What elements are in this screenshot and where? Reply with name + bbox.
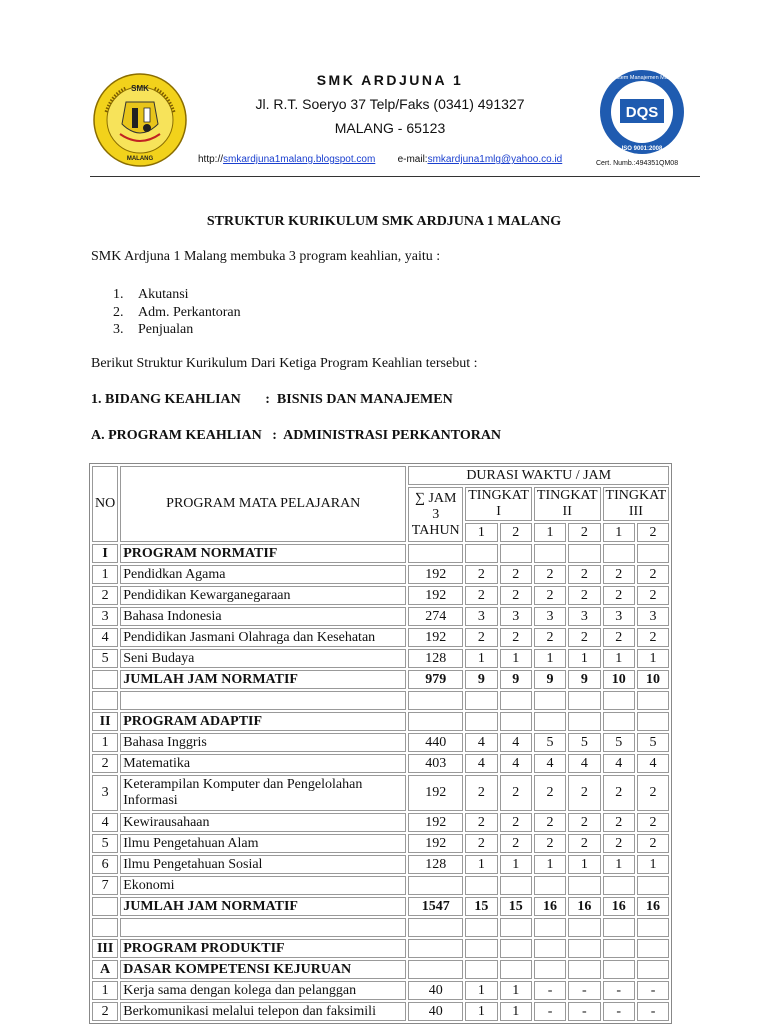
total-hours: 403 <box>408 754 463 773</box>
semester-hours: - <box>637 1002 669 1021</box>
table-row <box>92 754 669 773</box>
semester-hours: 1 <box>534 649 566 668</box>
empty-cell <box>637 918 669 937</box>
total-hours: 128 <box>408 649 463 668</box>
semester-hours: 5 <box>637 733 669 752</box>
semester-hours: 2 <box>500 628 532 647</box>
total-hours: 192 <box>408 775 463 811</box>
total-hours: 440 <box>408 733 463 752</box>
semester-hours: 5 <box>568 733 600 752</box>
semester-hours: 5 <box>603 733 635 752</box>
semester-hours: 2 <box>568 586 600 605</box>
semester-hours: 1 <box>568 855 600 874</box>
semester-hours: 2 <box>603 834 635 853</box>
email-prefix: e-mail: <box>397 154 428 165</box>
empty-cell <box>465 544 497 563</box>
subject-name: Kewirausahaan <box>120 813 406 832</box>
semester-hours: 2 <box>465 834 497 853</box>
total-hours: 192 <box>408 586 463 605</box>
header-semester: 2 <box>500 523 532 542</box>
emblem-top-text: SMK <box>131 84 149 93</box>
semester-hours: 2 <box>500 586 532 605</box>
semester-hours: 16 <box>568 897 600 916</box>
row-number: 7 <box>92 876 118 895</box>
semester-hours: 2 <box>603 586 635 605</box>
table-row <box>92 981 669 1000</box>
total-hours: 192 <box>408 834 463 853</box>
table-row <box>92 813 669 832</box>
row-number <box>92 897 118 916</box>
subject-name: Bahasa Inggris <box>120 733 406 752</box>
semester-hours: 2 <box>534 813 566 832</box>
subject-name: Pendidkan Agama <box>120 565 406 584</box>
table-body <box>92 544 669 1021</box>
total-row <box>92 897 669 916</box>
semester-hours <box>568 876 600 895</box>
empty-cell <box>603 712 635 731</box>
semester-hours: 16 <box>603 897 635 916</box>
semester-hours: 1 <box>603 855 635 874</box>
semester-hours: 2 <box>603 565 635 584</box>
semester-hours: 2 <box>603 813 635 832</box>
row-number: II <box>92 712 118 731</box>
empty-cell <box>603 939 635 958</box>
row-number: 1 <box>92 981 118 1000</box>
semester-hours: 1 <box>637 855 669 874</box>
empty-cell <box>500 691 532 710</box>
semester-hours: 1 <box>500 649 532 668</box>
semester-hours: 4 <box>603 754 635 773</box>
semester-hours: 16 <box>534 897 566 916</box>
empty-cell <box>408 918 463 937</box>
empty-cell <box>568 960 600 979</box>
header-no: NO <box>92 466 118 542</box>
row-number: 3 <box>92 607 118 626</box>
school-name: SMK ARDJUNA 1 <box>316 72 464 88</box>
empty-cell <box>500 712 532 731</box>
subject-name: DASAR KOMPETENSI KEJURUAN <box>120 960 406 979</box>
semester-hours: 2 <box>500 813 532 832</box>
semester-hours: 2 <box>568 813 600 832</box>
header-tingkat-1: TINGKAT I <box>465 487 532 521</box>
semester-hours: 2 <box>534 834 566 853</box>
semester-hours: 2 <box>534 586 566 605</box>
total-hours: 274 <box>408 607 463 626</box>
table-row <box>92 1002 669 1021</box>
empty-cell <box>92 691 118 710</box>
semester-hours: 9 <box>568 670 600 689</box>
semester-hours: 4 <box>500 733 532 752</box>
empty-cell <box>637 960 669 979</box>
semester-hours: 1 <box>603 649 635 668</box>
semester-hours: 3 <box>637 607 669 626</box>
empty-cell <box>603 544 635 563</box>
row-number: 4 <box>92 813 118 832</box>
section-row <box>92 939 669 958</box>
semester-hours: 2 <box>465 775 497 811</box>
empty-cell <box>637 939 669 958</box>
semester-hours: - <box>603 1002 635 1021</box>
list-item: 2. Adm. Perkantoran <box>113 304 241 320</box>
empty-cell <box>408 544 463 563</box>
total-hours: 1547 <box>408 897 463 916</box>
total-hours: 40 <box>408 981 463 1000</box>
total-hours: 979 <box>408 670 463 689</box>
table-row <box>92 733 669 752</box>
empty-cell <box>500 544 532 563</box>
header-semester: 1 <box>534 523 566 542</box>
semester-hours: 2 <box>465 586 497 605</box>
empty-cell <box>465 918 497 937</box>
section-row <box>92 712 669 731</box>
semester-hours: - <box>534 1002 566 1021</box>
semester-hours: 16 <box>637 897 669 916</box>
semester-hours: 2 <box>534 628 566 647</box>
empty-cell <box>534 960 566 979</box>
empty-cell <box>568 918 600 937</box>
semester-hours: 2 <box>637 565 669 584</box>
semester-hours <box>465 876 497 895</box>
dqs-logo-text: DQS <box>625 104 659 121</box>
semester-hours <box>534 876 566 895</box>
empty-cell <box>465 712 497 731</box>
subject-line: Keterampilan Komputer dan Pengelolahan <box>123 777 363 792</box>
semester-hours: 15 <box>500 897 532 916</box>
semester-hours <box>500 876 532 895</box>
semester-hours: 4 <box>500 754 532 773</box>
school-emblem-logo <box>92 72 188 168</box>
emblem-bottom-text: MALANG <box>126 156 154 162</box>
subject-name: Matematika <box>120 754 406 773</box>
subject-name: PROGRAM ADAPTIF <box>120 712 406 731</box>
semester-hours: 2 <box>534 565 566 584</box>
list-item: 1. Akutansi <box>113 287 189 302</box>
total-hours: 192 <box>408 628 463 647</box>
semester-hours: 4 <box>534 754 566 773</box>
semester-hours: 2 <box>500 775 532 811</box>
letterhead-divider <box>90 176 700 177</box>
semester-hours: 4 <box>465 733 497 752</box>
subject-name: Ilmu Pengetahuan Alam <box>120 834 406 853</box>
semester-hours: 2 <box>637 834 669 853</box>
semester-hours: - <box>637 981 669 1000</box>
semester-hours: - <box>568 1002 600 1021</box>
semester-hours: 1 <box>465 855 497 874</box>
row-number: 3 <box>92 775 118 811</box>
empty-cell <box>500 939 532 958</box>
cert-number: Cert. Numb.:494351QM08 <box>596 160 679 167</box>
empty-cell <box>534 939 566 958</box>
semester-hours: 9 <box>534 670 566 689</box>
row-number: 2 <box>92 1002 118 1021</box>
semester-hours: 2 <box>500 565 532 584</box>
subject-name: Pendidikan Kewarganegaraan <box>120 586 406 605</box>
semester-hours: 2 <box>465 628 497 647</box>
semester-hours: 2 <box>465 565 497 584</box>
school-address: Jl. R.T. Soeryo 37 Telp/Faks (0341) 491327 <box>255 96 525 112</box>
subject-name: JUMLAH JAM NORMATIF <box>120 897 406 916</box>
header-semester: 2 <box>568 523 600 542</box>
subject-name: JUMLAH JAM NORMATIF <box>120 670 406 689</box>
row-number: 2 <box>92 754 118 773</box>
empty-cell <box>465 939 497 958</box>
header-total: ∑ JAM 3 TAHUN <box>408 487 463 542</box>
semester-hours: 1 <box>534 855 566 874</box>
empty-cell <box>637 712 669 731</box>
empty-cell <box>120 691 406 710</box>
row-number: A <box>92 960 118 979</box>
empty-cell <box>568 939 600 958</box>
section-row <box>92 960 669 979</box>
semester-hours <box>603 876 635 895</box>
semester-hours: 4 <box>465 754 497 773</box>
semester-hours: 3 <box>534 607 566 626</box>
bidang-heading: 1. BIDANG KEAHLIAN : BISNIS DAN MANAJEMEN <box>91 392 453 407</box>
subject-name: Ekonomi <box>120 876 406 895</box>
empty-cell <box>568 712 600 731</box>
row-number: III <box>92 939 118 958</box>
empty-cell <box>534 544 566 563</box>
empty-cell <box>534 918 566 937</box>
semester-hours: 4 <box>637 754 669 773</box>
semester-hours: 2 <box>637 586 669 605</box>
semester-hours: 1 <box>500 981 532 1000</box>
semester-hours: - <box>568 981 600 1000</box>
semester-hours: 2 <box>637 813 669 832</box>
header-semester: 1 <box>603 523 635 542</box>
empty-cell <box>637 691 669 710</box>
total-row <box>92 670 669 689</box>
table-row <box>92 876 669 895</box>
header-semester: 2 <box>637 523 669 542</box>
header-tingkat-2: TINGKAT II <box>534 487 601 521</box>
subject-name: Berkomunikasi melalui telepon dan faksimili <box>120 1002 406 1021</box>
row-number: 2 <box>92 586 118 605</box>
table-row <box>92 775 669 811</box>
semester-hours: 2 <box>603 775 635 811</box>
empty-cell <box>603 918 635 937</box>
row-number: 1 <box>92 565 118 584</box>
empty-cell <box>120 918 406 937</box>
row-number <box>92 670 118 689</box>
total-hours: 192 <box>408 565 463 584</box>
semester-hours: 10 <box>603 670 635 689</box>
section-row <box>92 544 669 563</box>
spacer-row <box>92 691 669 710</box>
row-number: 1 <box>92 733 118 752</box>
curriculum-table <box>89 463 672 1024</box>
table-row <box>92 649 669 668</box>
semester-hours: 9 <box>465 670 497 689</box>
semester-hours: 2 <box>534 775 566 811</box>
empty-cell <box>534 691 566 710</box>
semester-hours <box>637 876 669 895</box>
semester-hours: 3 <box>465 607 497 626</box>
iso-text: ISO 9001:2008 <box>621 146 663 152</box>
iso-ring-text: Sistem Manajemen Mutu <box>611 75 673 81</box>
semester-hours: - <box>603 981 635 1000</box>
row-number: 4 <box>92 628 118 647</box>
semester-hours: 15 <box>465 897 497 916</box>
semester-hours: 3 <box>603 607 635 626</box>
empty-cell <box>500 918 532 937</box>
semester-hours: 3 <box>500 607 532 626</box>
semester-hours: 1 <box>500 855 532 874</box>
program-list <box>113 286 241 339</box>
website-link[interactable]: smkardjuna1malang.blogspot.com <box>223 154 376 165</box>
email-link[interactable]: smkardjuna1mlg@yahoo.co.id <box>427 154 563 165</box>
empty-cell <box>408 960 463 979</box>
total-hours: 192 <box>408 813 463 832</box>
empty-cell <box>534 712 566 731</box>
subject-name: Ilmu Pengetahuan Sosial <box>120 855 406 874</box>
semester-hours: 5 <box>534 733 566 752</box>
semester-hours: 3 <box>568 607 600 626</box>
empty-cell <box>568 691 600 710</box>
semester-hours: 2 <box>637 775 669 811</box>
row-number: 6 <box>92 855 118 874</box>
empty-cell <box>465 691 497 710</box>
program-heading: A. PROGRAM KEAHLIAN : ADMINISTRASI PERKANTORAN <box>91 428 502 443</box>
table-row <box>92 607 669 626</box>
intro-paragraph: SMK Ardjuna 1 Malang membuka 3 program keahlian, yaitu : <box>91 249 441 264</box>
semester-hours: 2 <box>568 775 600 811</box>
empty-cell <box>408 712 463 731</box>
table-row <box>92 565 669 584</box>
semester-hours: 2 <box>500 834 532 853</box>
table-row <box>92 586 669 605</box>
semester-hours: 1 <box>465 1002 497 1021</box>
semester-hours: 1 <box>500 1002 532 1021</box>
empty-cell <box>603 960 635 979</box>
document-title: STRUKTUR KURIKULUM SMK ARDJUNA 1 MALANG <box>206 214 562 229</box>
subject-name: Bahasa Indonesia <box>120 607 406 626</box>
table-row <box>92 628 669 647</box>
semester-hours: 4 <box>568 754 600 773</box>
empty-cell <box>92 918 118 937</box>
total-hours: 128 <box>408 855 463 874</box>
header-subject: PROGRAM MATA PELAJARAN <box>120 466 406 542</box>
semester-hours: 1 <box>465 981 497 1000</box>
header-semester: 1 <box>465 523 497 542</box>
subject-name: PROGRAM PRODUKTIF <box>120 939 406 958</box>
total-hours: 40 <box>408 1002 463 1021</box>
semester-hours: 1 <box>465 649 497 668</box>
empty-cell <box>637 544 669 563</box>
empty-cell <box>603 691 635 710</box>
semester-hours: 1 <box>637 649 669 668</box>
semester-hours: 2 <box>465 813 497 832</box>
letterhead <box>90 60 700 178</box>
header-tingkat-3: TINGKAT III <box>603 487 670 521</box>
empty-cell <box>568 544 600 563</box>
subject-name: Kerja sama dengan kolega dan pelanggan <box>120 981 406 1000</box>
empty-cell <box>500 960 532 979</box>
semester-hours: 2 <box>637 628 669 647</box>
total-hours <box>408 876 463 895</box>
school-city: MALANG - 65123 <box>334 120 446 136</box>
subject-name <box>120 775 406 811</box>
semester-hours: 1 <box>568 649 600 668</box>
semester-hours: 2 <box>568 565 600 584</box>
row-number: 5 <box>92 834 118 853</box>
subject-name: Seni Budaya <box>120 649 406 668</box>
subject-name: Pendidikan Jasmani Olahraga dan Kesehatan <box>120 628 406 647</box>
semester-hours: 2 <box>603 628 635 647</box>
intro2-paragraph: Berikut Struktur Kurikulum Dari Ketiga Program Keahlian tersebut : <box>91 356 478 371</box>
web-prefix: http:// <box>198 154 224 165</box>
empty-cell <box>408 939 463 958</box>
semester-hours: 10 <box>637 670 669 689</box>
contact-line <box>198 154 562 165</box>
subject-name: PROGRAM NORMATIF <box>120 544 406 563</box>
list-item: 3. Penjualan <box>113 322 194 337</box>
table-row <box>92 834 669 853</box>
header-durasi: DURASI WAKTU / JAM <box>408 466 669 485</box>
semester-hours: 2 <box>568 628 600 647</box>
semester-hours: - <box>534 981 566 1000</box>
table-row <box>92 855 669 874</box>
empty-cell <box>408 691 463 710</box>
row-number: I <box>92 544 118 563</box>
subject-line: Informasi <box>123 793 178 808</box>
semester-hours: 2 <box>568 834 600 853</box>
empty-cell <box>465 960 497 979</box>
row-number: 5 <box>92 649 118 668</box>
spacer-row <box>92 918 669 937</box>
semester-hours: 9 <box>500 670 532 689</box>
